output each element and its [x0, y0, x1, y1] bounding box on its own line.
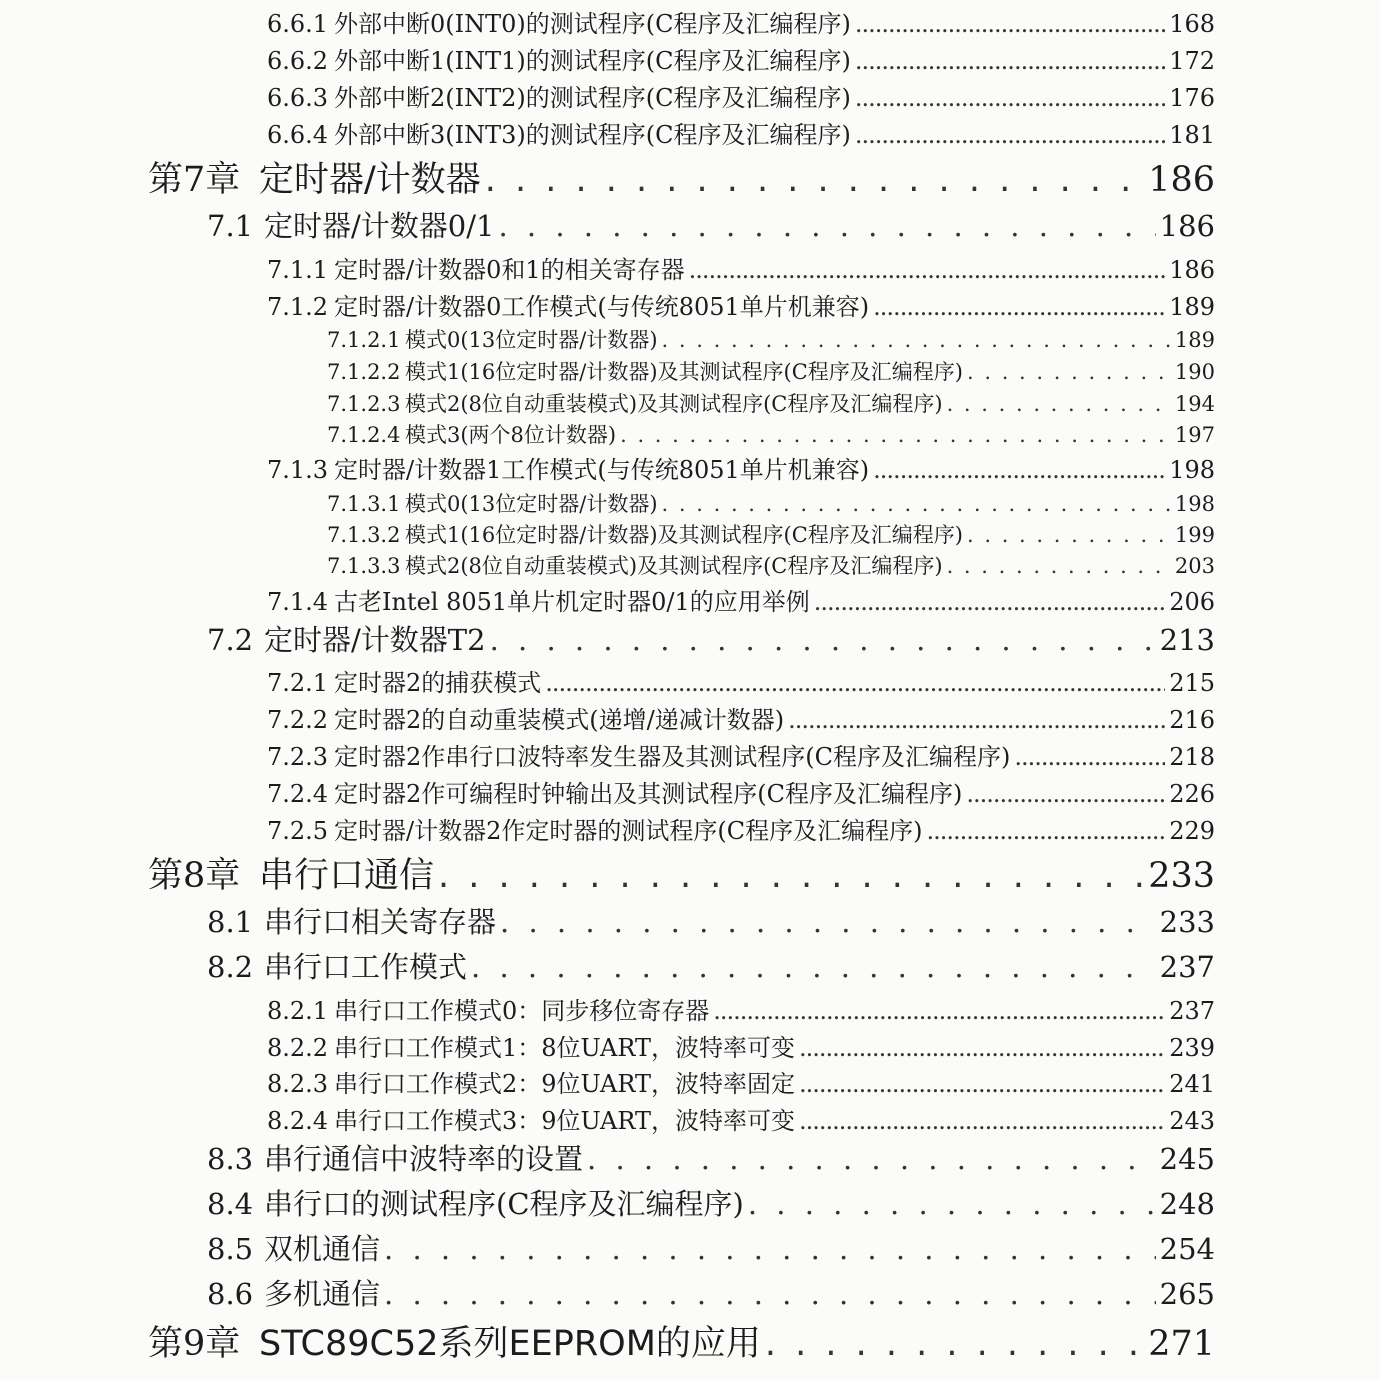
- dot-leader: [662, 492, 1171, 516]
- toc-entry-number: 7.1.4: [267, 588, 329, 616]
- toc-entry-page: 199: [1174, 523, 1215, 547]
- toc-entry-page: 248: [1159, 1187, 1215, 1221]
- toc-entry-title: 串行口工作模式3：9位UART，波特率可变: [334, 1107, 796, 1135]
- toc-entry[interactable]: [267, 1028, 1215, 1063]
- dot-leader: [873, 456, 1165, 484]
- toc-entry-page: 216: [1169, 706, 1215, 734]
- toc-entry[interactable]: [267, 1064, 1215, 1099]
- toc-entry-page: 203: [1174, 554, 1215, 578]
- toc-entry-title: 定时器/计数器0/1: [264, 209, 495, 243]
- dot-leader: [384, 1232, 1156, 1266]
- dot-leader: [620, 423, 1171, 447]
- dot-leader: [873, 293, 1165, 321]
- dot-leader: [384, 1277, 1156, 1311]
- toc-entry-title: 外部中断3(INT3)的测试程序(C程序及汇编程序): [334, 121, 851, 149]
- toc-entry-number: 8.2.3: [267, 1070, 329, 1098]
- toc-entry-number: 7.1.2.2: [327, 360, 401, 384]
- toc-entry-page: 168: [1169, 10, 1215, 38]
- toc-entry-title: 模式0(13位定时器/计数器): [405, 328, 658, 352]
- toc-entry-page: 186: [1169, 256, 1215, 284]
- toc-entry-title: 模式2(8位自动重装模式)及其测试程序(C程序及汇编程序): [405, 554, 943, 578]
- toc-entry[interactable]: [148, 1316, 1215, 1366]
- dot-leader: [799, 1107, 1165, 1135]
- toc-entry-title: 定时器/计数器T2: [264, 623, 486, 657]
- dot-leader: [855, 84, 1165, 112]
- toc-entry-number: 7.2.1: [267, 669, 329, 697]
- toc-entry-title: 模式3(两个8位计数器): [405, 423, 617, 447]
- toc-entry[interactable]: [267, 811, 1215, 846]
- toc-entry[interactable]: [207, 945, 1215, 986]
- toc-entry-title: 定时器/计数器: [259, 160, 481, 200]
- toc-entry-number: 7.2.4: [267, 780, 329, 808]
- toc-entry[interactable]: [207, 1227, 1215, 1268]
- toc-entry[interactable]: [207, 1182, 1215, 1223]
- toc-entry-page: 265: [1159, 1277, 1215, 1311]
- dot-leader: [814, 588, 1165, 616]
- toc-entry-page: 181: [1169, 121, 1215, 149]
- dot-leader: [855, 47, 1165, 75]
- toc-entry-number: 7.1.2.3: [327, 392, 401, 416]
- toc-entry-title: 外部中断0(INT0)的测试程序(C程序及汇编程序): [334, 10, 851, 38]
- toc-entry[interactable]: [148, 848, 1215, 898]
- toc-entry-title: 模式2(8位自动重装模式)及其测试程序(C程序及汇编程序): [405, 392, 943, 416]
- toc-entry[interactable]: [207, 900, 1215, 941]
- toc-entry-page: 189: [1169, 293, 1215, 321]
- toc-entry-number: 7.1.3.3: [327, 554, 401, 578]
- dot-leader: [947, 392, 1171, 416]
- toc-entry-page: 197: [1174, 423, 1215, 447]
- toc-entry[interactable]: [267, 41, 1215, 76]
- toc-entry-title: 定时器2作串行口波特率发生器及其测试程序(C程序及汇编程序): [334, 743, 1011, 771]
- toc-entry-page: 233: [1159, 905, 1215, 939]
- dot-leader: [855, 121, 1165, 149]
- toc-entry-title: 模式1(16位定时器/计数器)及其测试程序(C程序及汇编程序): [405, 360, 963, 384]
- toc-entry-title: 外部中断2(INT2)的测试程序(C程序及汇编程序): [334, 84, 851, 112]
- dot-leader: [713, 997, 1165, 1025]
- toc-entry[interactable]: [327, 324, 1215, 354]
- toc-entry-page: 226: [1169, 780, 1215, 808]
- toc-entry[interactable]: [267, 450, 1215, 485]
- toc-entry-number: 7.1.2.1: [327, 328, 401, 352]
- toc-entry-number: 6.6.1: [267, 10, 329, 38]
- toc-entry-number: 7.1.1: [267, 256, 329, 284]
- toc-entry-number: 6.6.2: [267, 47, 329, 75]
- toc-entry[interactable]: [207, 618, 1215, 659]
- toc-entry-number: 7.1.3.2: [327, 523, 401, 547]
- toc-entry-page: 186: [1148, 160, 1215, 200]
- toc-entry-page: 229: [1169, 817, 1215, 845]
- dot-leader: [662, 328, 1171, 352]
- dot-leader: [748, 1187, 1156, 1221]
- toc-entry-title: 串行通信中波特率的设置: [264, 1142, 584, 1176]
- toc-entry-title: 模式1(16位定时器/计数器)及其测试程序(C程序及汇编程序): [405, 523, 963, 547]
- toc-entry-title: 多机通信: [264, 1277, 381, 1311]
- dot-leader: [500, 905, 1156, 939]
- toc-entry-title: 模式0(13位定时器/计数器): [405, 492, 658, 516]
- toc-entry-number: 7.1.2.4: [327, 423, 401, 447]
- toc-entry-page: 176: [1169, 84, 1215, 112]
- toc-entry[interactable]: [327, 488, 1215, 518]
- toc-entry-number: 8.4: [207, 1187, 254, 1221]
- toc-entry-title: 串行口的测试程序(C程序及汇编程序): [264, 1187, 744, 1221]
- toc-entry[interactable]: [327, 550, 1215, 580]
- toc-entry-page: 215: [1169, 669, 1215, 697]
- dot-leader: [855, 10, 1165, 38]
- dot-leader: [947, 554, 1171, 578]
- toc-entry-number: 7.1.3: [267, 456, 329, 484]
- toc-entry-page: 198: [1174, 492, 1215, 516]
- toc-entry-title: 定时器/计数器0和1的相关寄存器: [334, 256, 685, 284]
- toc-entry[interactable]: [267, 250, 1215, 285]
- toc-entry-page: 241: [1169, 1070, 1215, 1098]
- toc-entry[interactable]: [267, 700, 1215, 735]
- toc-entry[interactable]: [267, 991, 1215, 1026]
- toc-entry-title: 外部中断1(INT1)的测试程序(C程序及汇编程序): [334, 47, 851, 75]
- toc-entry-page: 190: [1174, 360, 1215, 384]
- toc-entry[interactable]: [327, 388, 1215, 418]
- toc-entry-page: 254: [1159, 1232, 1215, 1266]
- toc-entry[interactable]: [267, 115, 1215, 150]
- dot-leader: [438, 856, 1144, 896]
- toc-entry-page: 189: [1174, 328, 1215, 352]
- dot-leader: [967, 360, 1171, 384]
- toc-entry-title: 串行口工作模式2：9位UART，波特率固定: [334, 1070, 796, 1098]
- toc-entry[interactable]: [148, 152, 1215, 202]
- toc-entry-number: 8.1: [207, 905, 254, 939]
- toc-entry-title: 定时器2作可编程时钟输出及其测试程序(C程序及汇编程序): [334, 780, 963, 808]
- toc-entry-page: 186: [1159, 209, 1215, 243]
- toc-entry-page: 194: [1174, 392, 1215, 416]
- dot-leader: [490, 623, 1156, 657]
- toc-entry-number: 7.2.2: [267, 706, 329, 734]
- toc-entry-page: 233: [1148, 856, 1215, 896]
- dot-leader: [587, 1142, 1156, 1176]
- toc-entry-number: 第8章: [148, 856, 241, 896]
- toc-entry[interactable]: [267, 774, 1215, 809]
- toc-entry-page: 218: [1169, 743, 1215, 771]
- toc-entry-number: 7.1.3.1: [327, 492, 401, 516]
- toc-entry[interactable]: [327, 419, 1215, 449]
- toc-entry-title: 串行口工作模式: [264, 950, 468, 984]
- toc-entry-number: 6.6.3: [267, 84, 329, 112]
- toc-entry-number: 8.5: [207, 1232, 254, 1266]
- toc-entry-number: 8.3: [207, 1142, 254, 1176]
- toc-entry[interactable]: [267, 1101, 1215, 1136]
- toc-entry-number: 7.2: [207, 623, 254, 657]
- toc-entry-title: 定时器/计数器2作定时器的测试程序(C程序及汇编程序): [334, 817, 923, 845]
- dot-leader: [498, 209, 1155, 243]
- toc-entry-title: 定时器/计数器0工作模式(与传统8051单片机兼容): [334, 293, 870, 321]
- toc-entry-number: 8.2.2: [267, 1034, 329, 1062]
- toc-entry-page: 206: [1169, 588, 1215, 616]
- toc-entry-page: 239: [1169, 1034, 1215, 1062]
- dot-leader: [471, 950, 1156, 984]
- toc-entry[interactable]: [207, 204, 1215, 245]
- toc-entry-page: 245: [1159, 1142, 1215, 1176]
- toc-entry-title: STC89C52系列EEPROM的应用: [259, 1324, 761, 1364]
- toc-entry-page: 237: [1159, 950, 1215, 984]
- toc-entry-number: 8.2.4: [267, 1107, 329, 1135]
- toc-entry-title: 定时器2的自动重装模式(递增/递减计数器): [334, 706, 785, 734]
- toc-entry-number: 8.2.1: [267, 997, 329, 1025]
- toc-entry-number: 8.6: [207, 1277, 254, 1311]
- toc-entry-number: 第7章: [148, 160, 241, 200]
- dot-leader: [1014, 743, 1165, 771]
- toc-entry-title: 定时器/计数器1工作模式(与传统8051单片机兼容): [334, 456, 870, 484]
- dot-leader: [545, 669, 1165, 697]
- dot-leader: [485, 160, 1144, 200]
- toc-entry-page: 198: [1169, 456, 1215, 484]
- toc-entry[interactable]: [267, 663, 1215, 698]
- toc-entry-number: 7.1.2: [267, 293, 329, 321]
- toc-entry-number: 7.2.5: [267, 817, 329, 845]
- toc-entry[interactable]: [327, 519, 1215, 549]
- toc-entry-title: 串行口通信: [259, 856, 435, 896]
- toc-entry-page: 243: [1169, 1107, 1215, 1135]
- toc-entry-page: 213: [1159, 623, 1215, 657]
- toc-entry-title: 串行口相关寄存器: [264, 905, 497, 939]
- dot-leader: [926, 817, 1165, 845]
- toc-entry-number: 6.6.4: [267, 121, 329, 149]
- toc-entry[interactable]: [267, 287, 1215, 322]
- toc-entry-number: 8.2: [207, 950, 254, 984]
- toc-entry-title: 双机通信: [264, 1232, 381, 1266]
- toc-entry-number: 第9章: [148, 1324, 241, 1364]
- toc-entry-page: 172: [1169, 47, 1215, 75]
- toc-entry-title: 串行口工作模式0：同步移位寄存器: [334, 997, 710, 1025]
- dot-leader: [765, 1324, 1144, 1364]
- dot-leader: [967, 523, 1171, 547]
- toc-entry-title: 定时器2的捕获模式: [334, 669, 542, 697]
- dot-leader: [788, 706, 1165, 734]
- toc-entry-title: 串行口工作模式1：8位UART，波特率可变: [334, 1034, 796, 1062]
- toc-entry-page: 237: [1169, 997, 1215, 1025]
- toc-entry[interactable]: [207, 1137, 1215, 1178]
- toc-entry[interactable]: [267, 78, 1215, 113]
- dot-leader: [689, 256, 1166, 284]
- toc-entry[interactable]: [267, 582, 1215, 617]
- toc-entry[interactable]: [207, 1272, 1215, 1313]
- dot-leader: [799, 1070, 1165, 1098]
- toc-entry-title: 古老Intel 8051单片机定时器0/1的应用举例: [334, 588, 810, 616]
- toc-entry-number: 7.2.3: [267, 743, 329, 771]
- toc-entry[interactable]: [267, 4, 1215, 39]
- toc-entry[interactable]: [327, 356, 1215, 386]
- toc-entry[interactable]: [267, 737, 1215, 772]
- toc-entry-number: 7.1: [207, 209, 254, 243]
- dot-leader: [799, 1034, 1165, 1062]
- dot-leader: [966, 780, 1165, 808]
- toc-entry-page: 271: [1148, 1324, 1215, 1364]
